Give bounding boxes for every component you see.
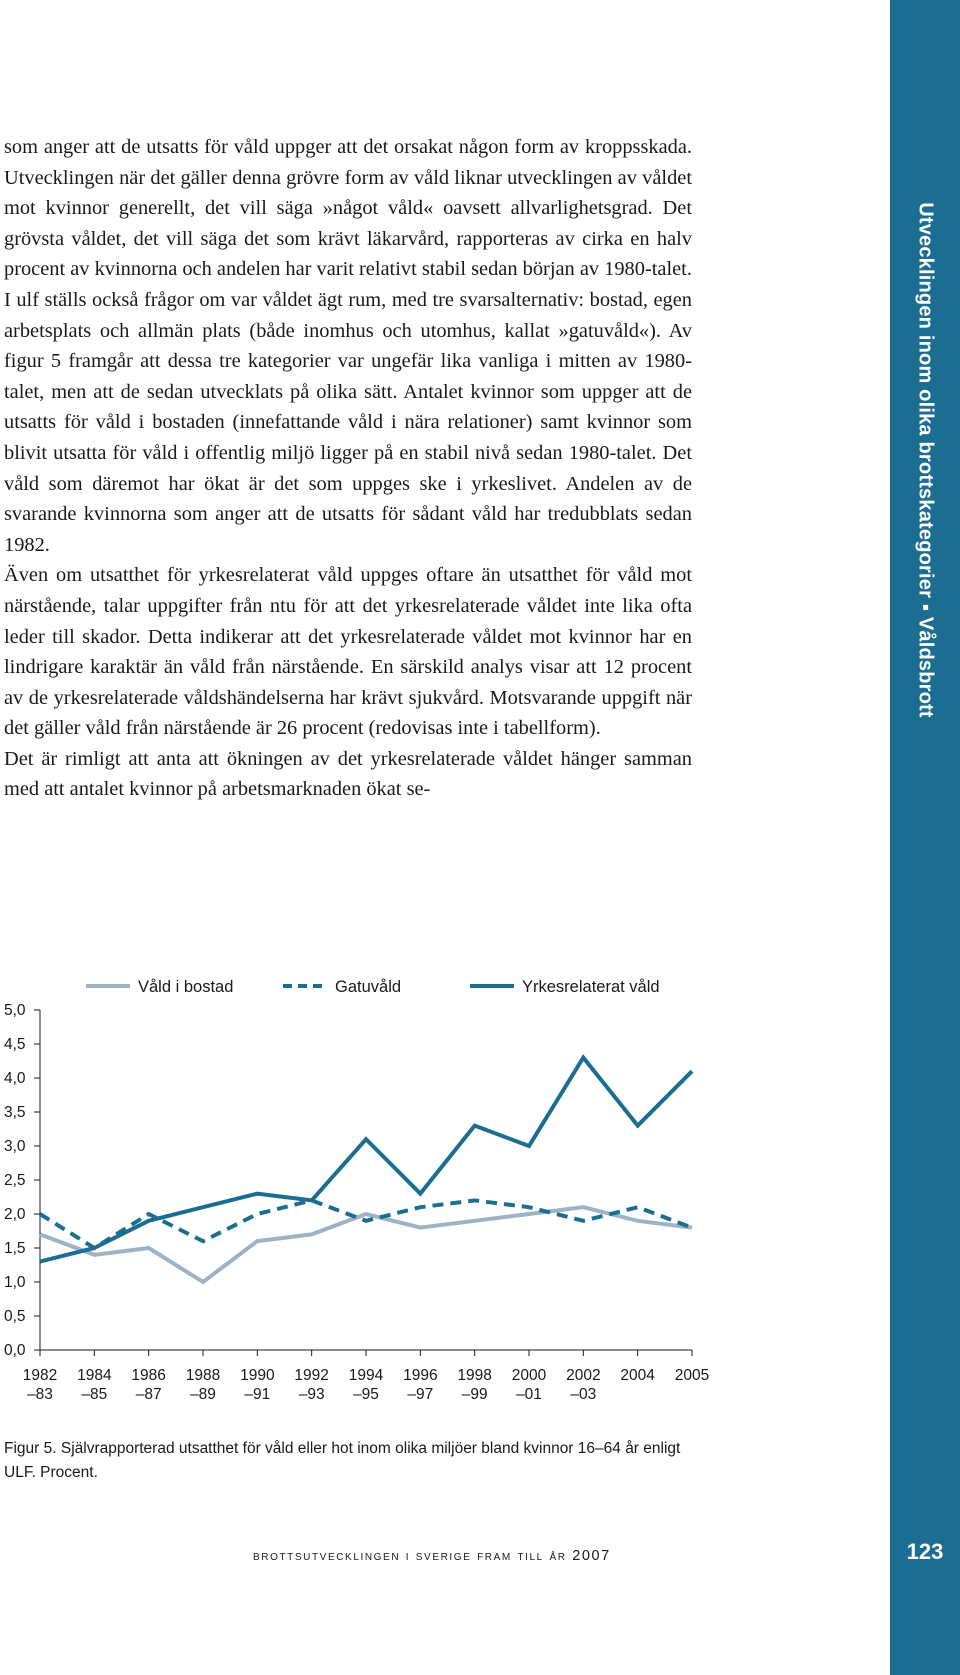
legend-label-1: Våld i bostad [138,978,234,996]
series-line-3 [40,1058,692,1262]
x-tick-label: 1992 [294,1367,329,1384]
x-tick-label-second: –87 [135,1386,162,1403]
chart-svg [0,960,730,1403]
y-tick-label: 2,0 [4,1206,26,1223]
sidebar [890,0,960,1675]
footer-running-title: brottsutvecklingen i sverige fram till år 2007 [253,1548,611,1564]
y-tick-label: 0,5 [4,1308,26,1325]
legend-label-2: Gatuvåld [335,978,402,996]
x-tick-label: 1986 [131,1367,166,1384]
x-tick-label-second: –01 [516,1386,542,1403]
y-tick-label: 4,5 [4,1036,26,1053]
y-tick-label: 5,0 [4,1002,26,1019]
line-chart [0,960,730,1403]
x-tick-label: 1994 [348,1367,384,1384]
sidebar-title: Utvecklingen inom olika brottskategorier ▪ Våldsbrott [914,202,937,718]
paragraph-4: Det är rimligt att anta att ökningen av det yrkesrelaterade våldet hänger samman med att antalet kvinnor på arbetsmarknaden ökat se- [4,747,692,801]
y-tick-label: 3,0 [4,1138,26,1155]
paragraph-2: I ulf ställs också frågor om var våldet ägt rum, med tre svarsalternativ: bostad, egen arbetsplats och allmän plats (både inomhus och utomhus, kallat »gatuvåld«). Av figur 5 framgår att dessa tre kategorier var ungefär lika vanliga i mitten av 1980-talet, men att de sedan utvecklats på olika sätt. Antalet kvinnor som uppger att de utsatts för våld i bostaden (innefattande våld i nära relationer) samt kvinnor som blivit utsatta för våld i offentlig miljö ligger på en stabil nivå sedan 1980-talet. Det våld som däremot har ökat är det som uppges ske i yrkeslivet. Andelen av de svarande kvinnorna som anger att de utsatts för sådant våld har tredubblats sedan 1982. [4,288,692,556]
x-tick-label-second: –95 [353,1386,379,1403]
x-tick-label: 1990 [240,1367,275,1384]
x-tick-label: 2000 [511,1367,547,1384]
legend-label-3: Yrkesrelaterat våld [522,978,660,996]
x-tick-label: 1996 [403,1367,438,1384]
x-tick-label-second: –91 [244,1386,271,1403]
x-tick-label: 1982 [22,1367,58,1384]
x-tick-label: 2002 [566,1367,601,1384]
body-text [4,132,692,805]
page-number: 123 [906,1539,944,1564]
y-tick-label: 1,5 [4,1240,26,1257]
paragraph-3: Även om utsatthet för yrkesrelaterat våld uppges oftare än utsatthet för våld mot närstående, talar uppgifter från ntu för att det yrkesrelaterade våldet inte lika ofta leder till skador. Detta indikerar att det yrkesrelaterade våldet mot kvinnor har en lindrigare karaktär än våld från närstående. En särskild analys visar att 12 procent av de yrkesrelaterade våldshändelserna har krävt sjukvård. Motsvarande uppgift när det gäller våld från närstående är 26 procent (redovisas inte i tabellform). [4,564,692,740]
x-tick-label-second: –99 [461,1386,488,1403]
x-tick-label-second: –93 [298,1386,325,1403]
x-tick-label: 2005 [674,1367,710,1384]
y-tick-label: 2,5 [4,1172,26,1189]
figure-caption: Figur 5. Självrapporterad utsatthet för våld eller hot inom olika miljöer bland kvinnor 16–64 år enligt ULF. Procent. [4,1440,681,1481]
x-tick-label-second: –03 [570,1386,597,1403]
y-tick-label: 3,5 [4,1104,26,1121]
x-tick-label-second: –97 [407,1386,434,1403]
x-tick-label: 1984 [77,1367,112,1384]
paragraph-1: som anger att de utsatts för våld uppger att det orsakat någon form av kroppsskada. Utvecklingen när det gäller denna grövre form av våld liknar utvecklingen av våldet mot kvinnor generellt, det vill säga »något våld« oavsett allvarlighetsgrad. Det grövsta våldet, det vill säga det som krävt läkarvård, rapporteras av cirka en halv procent av kvinnorna och andelen har varit relativt stabil sedan början av 1980-talet. [4,136,692,281]
x-tick-label-second: –89 [190,1386,216,1403]
x-tick-label: 1998 [457,1367,492,1384]
y-tick-label: 1,0 [4,1274,26,1291]
x-tick-label-second: –83 [27,1386,53,1403]
x-tick-label: 1988 [185,1367,221,1384]
y-tick-label: 0,0 [4,1342,26,1359]
x-tick-label-second: –85 [81,1386,108,1403]
x-tick-label: 2004 [620,1367,655,1384]
y-tick-label: 4,0 [4,1070,26,1087]
